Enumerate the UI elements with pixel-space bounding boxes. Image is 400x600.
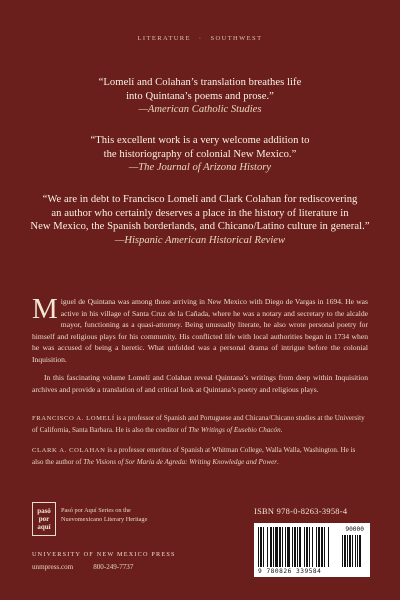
barcode — [254, 523, 370, 577]
series-logo-line: aquí — [37, 523, 51, 531]
description-text: iguel de Quintana was among those arriving in New Mexico with Diego de Vargas in 1694. He was active in his village of Santa Cruz de la Cañada, where he was a notary and secretary to the alcalde mayor, functioning as a quasi-attorney. Being unusually literate, he also wrote personal poetry for himself and religious plays for his community. His conflicted life with local authorities began in 1734 when he was accused of being a heretic. What unfolded was a personal drama of intrigue before the colonial Inquisition. — [32, 297, 368, 364]
author-name: CLARK A. COLAHAN — [32, 447, 106, 454]
author-name: FRANCISCO A. LOMELÍ — [32, 415, 115, 422]
publisher-website: unmpress.com — [32, 563, 74, 571]
description-paragraph — [32, 372, 368, 395]
author-bio-end: . — [276, 457, 279, 466]
series-logo — [32, 502, 56, 536]
series-logo-line: pasó — [37, 507, 51, 515]
series-logo-line: por — [38, 515, 50, 523]
author-book-title: The Writings of Eusebio Chacón — [188, 425, 281, 434]
publisher-contact — [32, 563, 133, 571]
category-southwest: SOUTHWEST — [210, 35, 263, 42]
author-bio — [32, 445, 368, 468]
review-quote-line: New Mexico, the Spanish borderlands, and Chicano/Latino culture in general.” — [30, 221, 370, 232]
review-quote-line: an author who certainly deserves a place in the history of literature in — [51, 207, 349, 219]
description-paragraph — [32, 293, 368, 366]
category-header — [0, 35, 400, 42]
review-quote-line: “Lomelí and Colahan’s translation breathes life — [98, 77, 302, 88]
author-bio-text: is a professor emeritus of Spanish at Whitman College, Walla Walla, Washington. He is also the author of — [32, 446, 356, 466]
review-quote-line: “This excellent work is a very welcome addition to — [90, 135, 310, 146]
publisher-name: UNIVERSITY OF NEW MEXICO PRESS — [32, 551, 176, 558]
drop-cap: M — [32, 293, 58, 325]
series-description — [61, 506, 181, 524]
series-text-line: Nuevomexicano Literary Heritage — [61, 516, 148, 523]
review-blurb — [0, 134, 400, 175]
series-text-line: Pasó por Aquí Series on the — [61, 507, 131, 514]
review-source: —Hispanic American Historical Review — [114, 234, 286, 246]
category-separator: · — [198, 35, 203, 42]
isbn-label: ISBN 978-0-8263-3958-4 — [254, 507, 348, 516]
review-source: —The Journal of Arizona History — [128, 162, 272, 173]
category-literature: LITERATURE — [137, 35, 191, 42]
author-bio-text: is a professor of Spanish and Portuguese and Chicana/Chicano studies at the University of California, Santa Barbara. He is also the coeditor of — [32, 414, 365, 434]
review-quote-line: the historiography of colonial New Mexico.” — [103, 148, 297, 160]
review-blurb — [0, 193, 400, 247]
author-bio-end: . — [280, 425, 283, 434]
author-bio — [32, 413, 368, 436]
review-blurb — [0, 76, 400, 117]
review-quote-line: “We are in debt to Francisco Lomelí and Clark Colahan for rediscovering — [42, 194, 358, 205]
description-text: In this fascinating volume Lomelí and Colahan reveal Quintana’s writings from deep within Inquisition archives and provide a translation of and critical look at Quintana’s poetry and religious plays. — [32, 373, 368, 394]
barcode-price-code: 90000 — [345, 526, 364, 533]
publisher-phone: 800-249-7737 — [93, 563, 134, 571]
review-source: —American Catholic Studies — [138, 104, 262, 115]
review-quote-line: into Quintana’s poems and prose.” — [126, 90, 274, 102]
author-book-title: The Visions of Sor María de Agreda: Writing Knowledge and Power — [83, 457, 277, 466]
barcode-number: 9 780826 339584 — [258, 568, 322, 575]
